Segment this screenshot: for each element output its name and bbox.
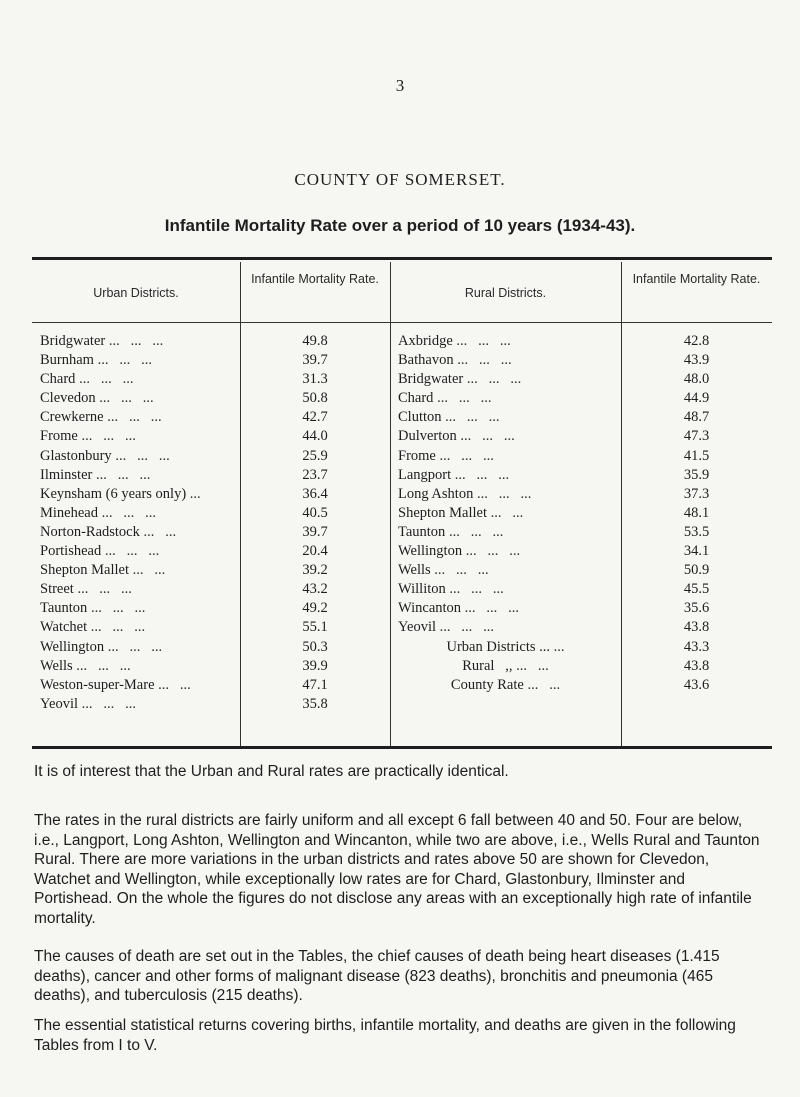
urban-rate-value: 47.1 bbox=[302, 676, 328, 693]
urban-rate-value: 39.9 bbox=[302, 657, 328, 674]
urban-district-name bbox=[40, 389, 236, 408]
rural-district-name bbox=[398, 447, 617, 466]
leader-dots: ... ... ... bbox=[90, 600, 146, 617]
urban-rate-value: 39.7 bbox=[302, 352, 328, 369]
urban-rate-value: 39.7 bbox=[302, 523, 328, 540]
rural-rate-value: 41.5 bbox=[683, 447, 710, 464]
district-name: Minehead bbox=[40, 504, 98, 521]
district-name: Bridgwater bbox=[40, 333, 106, 349]
district-name: Chard bbox=[398, 390, 434, 407]
leader-dots: ... bbox=[553, 638, 565, 655]
urban-district-name bbox=[40, 618, 236, 637]
leader-dots: ... ... ... bbox=[466, 371, 522, 388]
urban-district-name bbox=[40, 599, 236, 618]
header-urban-rate: Infantile Mortality Rate. bbox=[251, 272, 379, 286]
table-row bbox=[0, 676, 800, 695]
leader-dots: ... ... ... bbox=[437, 390, 492, 407]
table-row bbox=[0, 561, 800, 580]
urban-rate-value: 49.8 bbox=[302, 333, 328, 349]
district-name: Wincanton bbox=[398, 600, 462, 617]
leader-dots: ... ... bbox=[132, 562, 166, 579]
urban-rate-value: 50.8 bbox=[302, 390, 328, 407]
urban-rate-value: 50.3 bbox=[302, 638, 328, 655]
paragraph-1: It is of interest that the Urban and Rural rates are practically identical. bbox=[34, 763, 509, 780]
table-row bbox=[0, 447, 800, 466]
summary-label bbox=[390, 676, 621, 695]
urban-rate-value: 49.2 bbox=[302, 600, 328, 617]
district-name: Burnham bbox=[40, 352, 94, 369]
urban-rate-value: 40.5 bbox=[302, 504, 328, 521]
leader-dots: ... ... ... bbox=[99, 390, 154, 407]
leader-dots: ... ... ... bbox=[79, 371, 134, 388]
leader-dots: ... ... ... bbox=[464, 600, 520, 617]
district-name: Yeovil bbox=[398, 619, 437, 636]
district-name: Crewkerne bbox=[40, 409, 104, 426]
urban-rate-value: 42.7 bbox=[302, 409, 328, 426]
urban-rate-value: 44.0 bbox=[302, 428, 328, 445]
leader-dots: ... ... ... bbox=[81, 428, 136, 445]
district-name: Taunton bbox=[398, 523, 446, 540]
district-name: Wellington bbox=[398, 543, 463, 560]
leader-dots: ... ... ... bbox=[107, 409, 162, 426]
district-name: Yeovil bbox=[40, 695, 79, 712]
urban-rate-value: 25.9 bbox=[302, 447, 328, 464]
district-name: Long Ashton bbox=[398, 485, 474, 502]
rural-district-name bbox=[398, 485, 617, 504]
leader-dots: ... ... ... bbox=[77, 581, 132, 598]
urban-district-name bbox=[40, 408, 236, 427]
table-row bbox=[0, 523, 800, 542]
header-urban-districts: Urban Districts. bbox=[93, 286, 179, 300]
leader-dots: ... ... ... bbox=[476, 485, 532, 502]
district-name: Ilminster bbox=[40, 466, 93, 483]
district-name: Portishead bbox=[40, 543, 102, 560]
leader-dots: ... bbox=[189, 485, 201, 502]
leader-dots: ... ... ... bbox=[104, 543, 160, 560]
rural-rate-value: 42.8 bbox=[683, 333, 710, 349]
table-row bbox=[0, 504, 800, 523]
district-name: Dulverton bbox=[398, 428, 457, 445]
leader-dots: ... ... bbox=[527, 676, 561, 693]
rural-rate-value: 48.0 bbox=[683, 371, 710, 388]
district-name: Wellington bbox=[40, 638, 105, 655]
table-row bbox=[0, 542, 800, 561]
leader-dots: ... ... bbox=[490, 504, 524, 521]
leader-dots: ... ... bbox=[158, 676, 191, 693]
district-name: Watchet bbox=[40, 619, 88, 636]
rural-district-name bbox=[398, 618, 617, 637]
district-name: Shepton Mallet bbox=[40, 562, 130, 579]
leader-dots: ... ... ... bbox=[457, 352, 512, 369]
rural-rate-value: 35.6 bbox=[683, 600, 710, 617]
table-title: Infantile Mortality Rate over a period of 10 years (1934-43). bbox=[164, 216, 636, 235]
district-name: Chard bbox=[40, 371, 76, 388]
urban-district-name bbox=[40, 427, 236, 446]
urban-district-name bbox=[40, 523, 236, 542]
leader-dots: ... ... bbox=[516, 657, 549, 674]
rural-rate-value: 47.3 bbox=[683, 428, 710, 445]
urban-rate-value: 43.2 bbox=[302, 581, 328, 598]
urban-district-name bbox=[40, 561, 236, 580]
summary-rate-value: 43.3 bbox=[683, 638, 710, 655]
leader-dots: ... ... ... bbox=[439, 619, 495, 636]
rural-district-name bbox=[398, 580, 617, 599]
paragraph-2: The rates in the rural districts are fairly uniform and all except 6 fall between 40 and 50. Four are below, i.e., Langport, Long Ashton, Wellington and Wincanton, while two are above, i.e., Wells Rural and Taunton Rural. There are more variations in the urban districts and rates above 50 are shown for Clevedon, Watchet and Wellington, while exceptionally low rates are for Chard, Glastonbury, Ilminster and Portishead. On the whole the figures do not disclose any areas with an exceptionally high rate of infantile mortality. bbox=[34, 812, 760, 927]
table-row bbox=[0, 657, 800, 676]
urban-district-name bbox=[40, 542, 236, 561]
leader-dots: ... ... ... bbox=[449, 581, 504, 598]
leader-dots: ... ... ... bbox=[115, 447, 170, 464]
district-name: Clutton bbox=[398, 409, 442, 426]
urban-rate-value: 39.2 bbox=[302, 562, 328, 579]
urban-rate-value: 23.7 bbox=[302, 466, 328, 483]
rural-district-name bbox=[398, 408, 617, 427]
leader-dots: ... ... ... bbox=[434, 562, 489, 579]
rural-rate-value: 48.1 bbox=[683, 504, 710, 521]
urban-rate-value: 55.1 bbox=[302, 619, 328, 636]
district-name: Taunton bbox=[40, 600, 88, 617]
leader-dots: ... ... ... bbox=[465, 543, 521, 560]
district-name: Glastonbury bbox=[40, 447, 112, 464]
leader-dots: ... ... ... bbox=[76, 657, 131, 674]
table-row bbox=[0, 351, 800, 370]
table-row bbox=[0, 599, 800, 618]
table-row bbox=[0, 466, 800, 485]
urban-rate-value: 31.3 bbox=[302, 371, 328, 388]
rural-rate-value: 35.9 bbox=[683, 466, 710, 483]
rural-rate-value: 50.9 bbox=[683, 562, 710, 579]
rural-district-name bbox=[398, 599, 617, 618]
rural-rate-value: 44.9 bbox=[683, 390, 710, 407]
rural-district-name bbox=[398, 370, 617, 389]
table-header-rule bbox=[32, 322, 772, 323]
paragraph-4: The essential statistical returns covering births, infantile mortality, and deaths are given in the following Tables from I to V. bbox=[34, 1017, 736, 1054]
rural-district-name bbox=[398, 427, 617, 446]
urban-rate-value: 36.4 bbox=[302, 485, 328, 502]
urban-district-name bbox=[40, 351, 236, 370]
urban-district-name bbox=[40, 580, 236, 599]
district-name: Wells bbox=[40, 657, 73, 674]
district-name: Street bbox=[40, 581, 74, 598]
district-name: Williton bbox=[398, 581, 446, 598]
urban-rate-value: 35.8 bbox=[302, 695, 328, 712]
leader-dots: ... ... ... bbox=[448, 523, 504, 540]
summary-label-text: County Rate bbox=[450, 676, 524, 693]
paragraph-3: The causes of death are set out in the Tables, the chief causes of death being heart diseases (1.415 deaths), cancer and other forms of malignant disease (823 deaths), bronchitis and pneumonia (465 deaths), and tuberculosis (215 deaths). bbox=[34, 948, 720, 1004]
leader-dots: ... ... ... bbox=[456, 333, 511, 349]
rural-district-name bbox=[398, 389, 617, 408]
table-body bbox=[0, 332, 800, 714]
rural-rate-value: 43.8 bbox=[683, 619, 710, 636]
urban-district-name bbox=[40, 332, 236, 351]
urban-district-name bbox=[40, 638, 236, 657]
rural-district-name bbox=[398, 561, 617, 580]
urban-district-name bbox=[40, 504, 236, 523]
summary-label bbox=[390, 638, 621, 657]
urban-district-name bbox=[40, 676, 236, 695]
urban-district-name bbox=[40, 695, 236, 714]
table-row bbox=[0, 427, 800, 446]
rural-rate-value: 34.1 bbox=[683, 543, 710, 560]
rural-rate-value: 43.9 bbox=[683, 352, 710, 369]
district-name: Wells bbox=[398, 562, 431, 579]
leader-dots: ... ... ... bbox=[107, 638, 163, 655]
leader-dots: ... ... ... bbox=[95, 466, 151, 483]
rural-district-name bbox=[398, 351, 617, 370]
leader-dots: ... ... ... bbox=[439, 447, 494, 464]
district-name: Weston-super-Mare bbox=[40, 676, 155, 693]
leader-dots: ... ... ... bbox=[445, 409, 500, 426]
rural-district-name bbox=[398, 523, 617, 542]
page-number: 3 bbox=[395, 76, 405, 95]
rural-district-name bbox=[398, 542, 617, 561]
header-rural-rate: Infantile Mortality Rate. bbox=[632, 272, 761, 286]
summary-label-text: Urban Districts ... bbox=[446, 638, 550, 655]
rural-district-name bbox=[398, 504, 617, 523]
district-name: Keynsham (6 years only) bbox=[40, 485, 187, 502]
urban-district-name bbox=[40, 657, 236, 676]
district-name: Frome bbox=[398, 447, 436, 464]
leader-dots: ... ... bbox=[143, 523, 177, 540]
table-row bbox=[0, 370, 800, 389]
district-name: Bridgwater bbox=[398, 371, 464, 388]
rural-rate-value: 48.7 bbox=[683, 409, 710, 426]
county-heading: COUNTY OF SOMERSET. bbox=[294, 170, 506, 189]
table-row bbox=[0, 389, 800, 408]
header-rural-districts: Rural Districts. bbox=[464, 286, 547, 300]
urban-district-name bbox=[40, 447, 236, 466]
table-row bbox=[0, 695, 800, 714]
leader-dots: ... ... ... bbox=[97, 352, 152, 369]
summary-rate-value: 43.8 bbox=[683, 657, 710, 674]
table-row bbox=[0, 408, 800, 427]
urban-rate-value: 20.4 bbox=[302, 543, 328, 560]
table-row bbox=[0, 332, 800, 351]
district-name: Axbridge bbox=[398, 333, 453, 349]
table-top-rule bbox=[32, 257, 772, 260]
leader-dots: ... ... ... bbox=[108, 333, 164, 349]
district-name: Bathavon bbox=[398, 352, 454, 369]
leader-dots: ... ... ... bbox=[90, 619, 146, 636]
table-row bbox=[0, 485, 800, 504]
table-row bbox=[0, 580, 800, 599]
leader-dots: ... ... ... bbox=[454, 466, 510, 483]
summary-rate-value: 43.6 bbox=[683, 676, 710, 693]
urban-district-name bbox=[40, 370, 236, 389]
table-row bbox=[0, 618, 800, 637]
rural-rate-value: 53.5 bbox=[683, 523, 710, 540]
rural-rate-value: 37.3 bbox=[683, 485, 710, 502]
leader-dots: ... ... ... bbox=[81, 695, 137, 712]
leader-dots: ... ... ... bbox=[101, 504, 156, 521]
summary-label bbox=[390, 657, 621, 676]
district-name: Shepton Mallet bbox=[398, 504, 488, 521]
district-name: Frome bbox=[40, 428, 78, 445]
rural-district-name bbox=[398, 466, 617, 485]
district-name: Langport bbox=[398, 466, 452, 483]
urban-district-name bbox=[40, 485, 236, 504]
leader-dots: ... ... ... bbox=[460, 428, 515, 445]
rural-district-name bbox=[398, 332, 617, 351]
summary-label-text: Rural ,, bbox=[462, 657, 513, 674]
urban-district-name bbox=[40, 466, 236, 485]
district-name: Norton-Radstock bbox=[40, 523, 140, 540]
table-bottom-rule bbox=[32, 746, 772, 749]
table-row bbox=[0, 638, 800, 657]
rural-rate-value: 45.5 bbox=[683, 581, 710, 598]
district-name: Clevedon bbox=[40, 390, 96, 407]
